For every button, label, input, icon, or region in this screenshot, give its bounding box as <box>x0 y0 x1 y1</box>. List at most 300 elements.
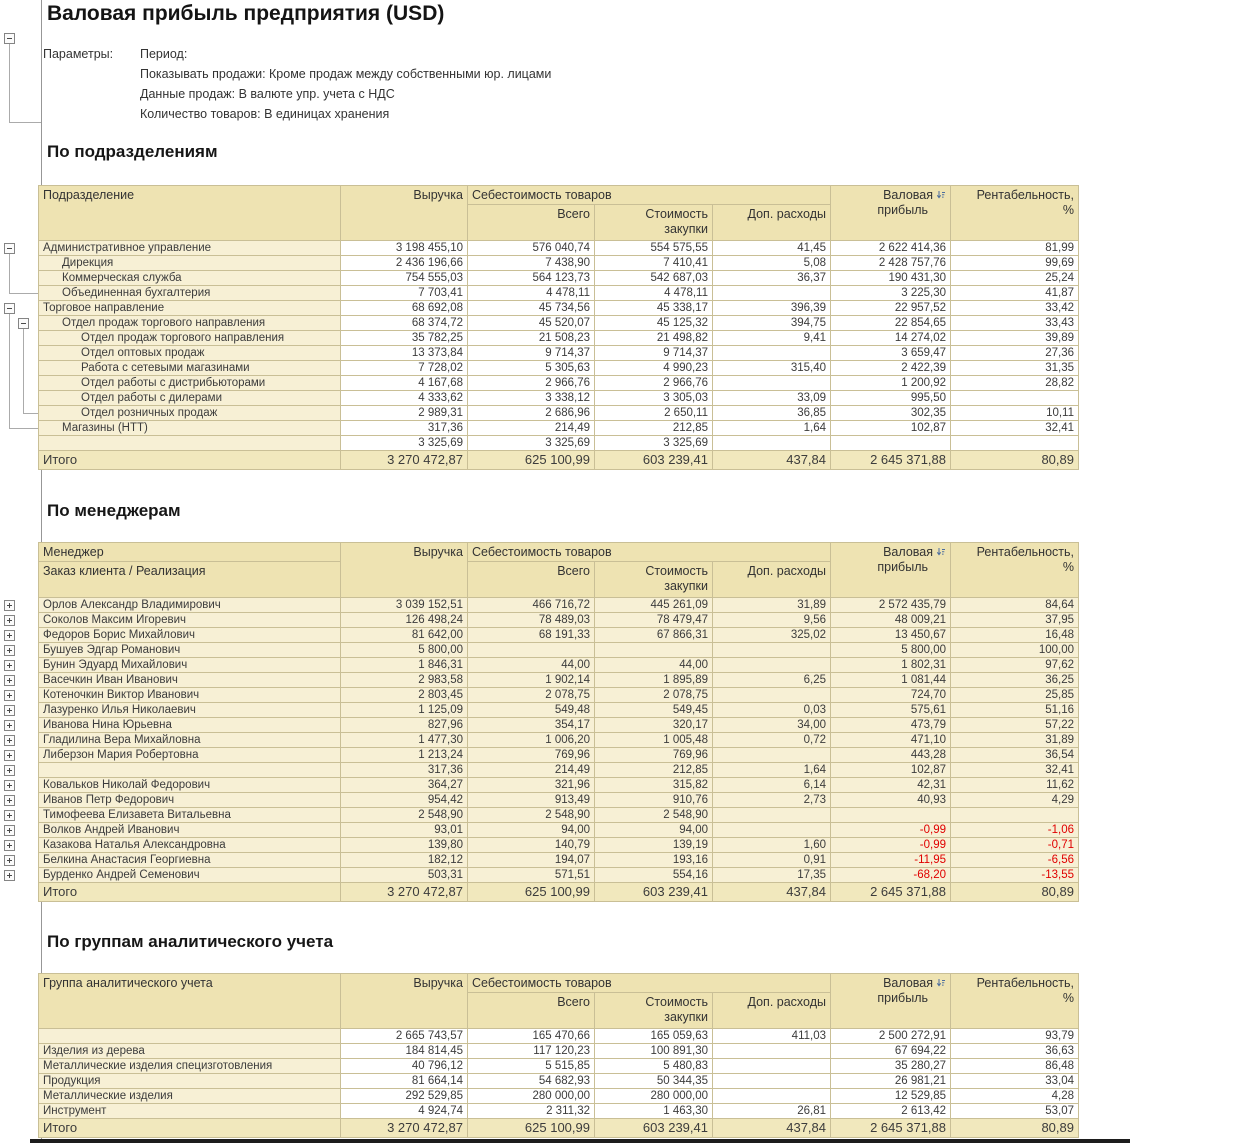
table-row <box>39 673 1079 688</box>
numeric-cell: 1 902,14 <box>468 673 595 688</box>
numeric-cell: 1,64 <box>713 763 831 778</box>
parameter-line-period: Период: <box>140 47 188 61</box>
column-header-cost-extra[interactable]: Доп. расходы <box>713 562 831 598</box>
numeric-cell: 3 225,30 <box>831 286 951 301</box>
row-name-cell: Бушуев Эдгар Романович <box>39 643 341 658</box>
report-title: Валовая прибыль предприятия (USD) <box>47 2 445 25</box>
table-row <box>39 1104 1079 1119</box>
column-header-cost-group[interactable]: Себестоимость товаров <box>468 543 831 562</box>
numeric-cell: 9 714,37 <box>468 346 595 361</box>
numeric-cell: 31,89 <box>951 733 1079 748</box>
numeric-cell: 2 989,31 <box>341 406 468 421</box>
numeric-cell: 2 422,39 <box>831 361 951 376</box>
numeric-cell: 31,35 <box>951 361 1079 376</box>
numeric-cell: 39,89 <box>951 331 1079 346</box>
numeric-cell: 9 714,37 <box>595 346 713 361</box>
gross-profit-header-text: Валовая <box>883 976 933 990</box>
numeric-cell: 36,63 <box>951 1044 1079 1059</box>
numeric-cell <box>713 1059 831 1074</box>
numeric-cell: 4,29 <box>951 793 1079 808</box>
numeric-cell: 280 000,00 <box>595 1089 713 1104</box>
numeric-cell: 102,87 <box>831 421 951 436</box>
numeric-cell: 2 548,90 <box>341 808 468 823</box>
table-row <box>39 421 1079 436</box>
numeric-cell: 44,00 <box>595 658 713 673</box>
numeric-cell: 2,73 <box>713 793 831 808</box>
numeric-cell: 3 325,69 <box>341 436 468 451</box>
column-header-revenue[interactable]: Выручка <box>341 974 468 1029</box>
column-header-cost-extra[interactable]: Доп. расходы <box>713 993 831 1029</box>
numeric-cell: 57,22 <box>951 718 1079 733</box>
total-numeric-cell: 625 100,99 <box>468 451 595 470</box>
numeric-cell: 33,43 <box>951 316 1079 331</box>
numeric-cell: 32,41 <box>951 763 1079 778</box>
numeric-cell <box>713 658 831 673</box>
numeric-cell: 3 305,03 <box>595 391 713 406</box>
numeric-cell: 212,85 <box>595 421 713 436</box>
row-name-cell: Казакова Наталья Александровна <box>39 838 341 853</box>
expand-control[interactable] <box>4 690 15 701</box>
row-name-cell: Котеночкин Виктор Иванович <box>39 688 341 703</box>
numeric-cell <box>951 391 1079 406</box>
numeric-cell: 2 966,76 <box>595 376 713 391</box>
numeric-cell: 2 650,11 <box>595 406 713 421</box>
numeric-cell: 5 800,00 <box>341 643 468 658</box>
numeric-cell: 292 529,85 <box>341 1089 468 1104</box>
column-header-group[interactable]: Группа аналитического учета <box>39 974 341 1029</box>
numeric-cell: 27,36 <box>951 346 1079 361</box>
numeric-cell: 99,69 <box>951 256 1079 271</box>
outline-line <box>9 44 10 122</box>
numeric-cell: 503,31 <box>341 868 468 883</box>
numeric-cell: 10,11 <box>951 406 1079 421</box>
numeric-cell: 724,70 <box>831 688 951 703</box>
numeric-cell: 190 431,30 <box>831 271 951 286</box>
section-heading-departments: По подразделениям <box>47 142 218 161</box>
numeric-cell: 0,03 <box>713 703 831 718</box>
row-name-cell: Орлов Александр Владимирович <box>39 598 341 613</box>
numeric-cell: 2 078,75 <box>595 688 713 703</box>
numeric-cell: 36,25 <box>951 673 1079 688</box>
gross-profit-header-line: прибыль <box>877 203 928 217</box>
row-name-cell: Васечкин Иван Иванович <box>39 673 341 688</box>
row-name-cell: Иванов Петр Федорович <box>39 793 341 808</box>
numeric-cell: 913,49 <box>468 793 595 808</box>
expand-control[interactable] <box>4 795 15 806</box>
numeric-cell: 81,99 <box>951 241 1079 256</box>
numeric-cell: 51,16 <box>951 703 1079 718</box>
numeric-cell: 40 796,12 <box>341 1059 468 1074</box>
expand-control[interactable] <box>4 720 15 731</box>
expand-control[interactable] <box>4 825 15 836</box>
numeric-cell: 1 463,30 <box>595 1104 713 1119</box>
numeric-cell: 182,12 <box>341 853 468 868</box>
numeric-cell: 321,96 <box>468 778 595 793</box>
numeric-cell: 1 125,09 <box>341 703 468 718</box>
row-name-cell: Волков Андрей Иванович <box>39 823 341 838</box>
numeric-cell: 827,96 <box>341 718 468 733</box>
numeric-cell <box>713 643 831 658</box>
gross-profit-header-text: Валовая <box>883 188 933 202</box>
numeric-cell: 3 039 152,51 <box>341 598 468 613</box>
numeric-cell: 40,93 <box>831 793 951 808</box>
margin-header-line: % <box>1062 560 1074 574</box>
total-label: Итого <box>39 1119 341 1138</box>
column-header-cost-group[interactable]: Себестоимость товаров <box>468 974 831 993</box>
numeric-cell: 13 373,84 <box>341 346 468 361</box>
numeric-cell: 102,87 <box>831 763 951 778</box>
collapse-control[interactable] <box>4 33 15 44</box>
total-numeric-cell: 2 645 371,88 <box>831 451 951 470</box>
numeric-cell: -0,99 <box>831 823 951 838</box>
numeric-cell: 28,82 <box>951 376 1079 391</box>
numeric-cell: 34,00 <box>713 718 831 733</box>
table-row <box>39 658 1079 673</box>
collapse-control[interactable] <box>4 243 15 254</box>
row-name-cell <box>39 436 341 451</box>
numeric-cell: 4 478,11 <box>595 286 713 301</box>
numeric-cell: 1,64 <box>713 421 831 436</box>
numeric-cell: 6,14 <box>713 778 831 793</box>
column-header-cost-purchase[interactable]: Стоимость закупки <box>595 562 713 598</box>
numeric-cell: 910,76 <box>595 793 713 808</box>
numeric-cell: 12 529,85 <box>831 1089 951 1104</box>
numeric-cell: 78 489,03 <box>468 613 595 628</box>
column-header-group[interactable]: Подразделение <box>39 186 341 241</box>
numeric-cell: 26 981,21 <box>831 1074 951 1089</box>
numeric-cell: 473,79 <box>831 718 951 733</box>
table-row <box>39 316 1079 331</box>
expand-control[interactable] <box>4 645 15 656</box>
gross-profit-header-line <box>835 188 946 203</box>
numeric-cell: 1 005,48 <box>595 733 713 748</box>
table-row <box>39 628 1079 643</box>
numeric-cell: 36,54 <box>951 748 1079 763</box>
gross-profit-header-line <box>835 545 946 560</box>
gross-profit-header-text: Валовая <box>883 545 933 559</box>
managers-table <box>38 542 1079 902</box>
numeric-cell: 184 814,45 <box>341 1044 468 1059</box>
numeric-cell: 995,50 <box>831 391 951 406</box>
numeric-cell: 2 613,42 <box>831 1104 951 1119</box>
total-numeric-cell: 80,89 <box>951 883 1079 902</box>
numeric-cell: 3 325,69 <box>595 436 713 451</box>
numeric-cell: 36,85 <box>713 406 831 421</box>
expand-control[interactable] <box>4 630 15 641</box>
row-name-cell: Коммерческая служба <box>39 271 341 286</box>
collapse-control[interactable] <box>4 303 15 314</box>
margin-header-line: Рентабельность, <box>976 545 1074 559</box>
table-row <box>39 241 1079 256</box>
numeric-cell: 32,41 <box>951 421 1079 436</box>
column-header-cost-purchase[interactable]: Стоимость закупки <box>595 205 713 241</box>
numeric-cell: 13 450,67 <box>831 628 951 643</box>
numeric-cell: 302,35 <box>831 406 951 421</box>
total-numeric-cell: 625 100,99 <box>468 883 595 902</box>
numeric-cell: 325,02 <box>713 628 831 643</box>
table-row <box>39 1089 1079 1104</box>
numeric-cell: 2 803,45 <box>341 688 468 703</box>
numeric-cell <box>713 1044 831 1059</box>
numeric-cell <box>713 688 831 703</box>
table-row <box>39 748 1079 763</box>
numeric-cell: 549,45 <box>595 703 713 718</box>
row-name-cell: Бунин Эдуард Михайлович <box>39 658 341 673</box>
numeric-cell: 411,03 <box>713 1029 831 1044</box>
expand-control[interactable] <box>4 675 15 686</box>
total-numeric-cell: 625 100,99 <box>468 1119 595 1138</box>
margin-header-line: Рентабельность, <box>976 188 1074 202</box>
numeric-cell: 93,01 <box>341 823 468 838</box>
table-row <box>39 406 1079 421</box>
row-name-cell: Отдел оптовых продаж <box>39 346 341 361</box>
numeric-cell: 280 000,00 <box>468 1089 595 1104</box>
total-row <box>39 451 1079 470</box>
column-header-gross-profit[interactable] <box>831 186 951 241</box>
table-row <box>39 361 1079 376</box>
numeric-cell: 769,96 <box>468 748 595 763</box>
row-name-cell <box>39 763 341 778</box>
column-header-cost-purchase[interactable]: Стоимость закупки <box>595 993 713 1029</box>
numeric-cell: 364,27 <box>341 778 468 793</box>
numeric-cell: 35 782,25 <box>341 331 468 346</box>
numeric-cell: 1 477,30 <box>341 733 468 748</box>
numeric-cell: 37,95 <box>951 613 1079 628</box>
total-numeric-cell: 2 645 371,88 <box>831 883 951 902</box>
expand-control[interactable] <box>4 840 15 851</box>
numeric-cell: 33,09 <box>713 391 831 406</box>
column-header-cost-total[interactable]: Всего <box>468 562 595 598</box>
numeric-cell: 36,37 <box>713 271 831 286</box>
row-name-cell: Металлические изделия <box>39 1089 341 1104</box>
total-numeric-cell: 603 239,41 <box>595 883 713 902</box>
numeric-cell: 394,75 <box>713 316 831 331</box>
table-row <box>39 808 1079 823</box>
gross-profit-header-line: прибыль <box>877 560 928 574</box>
numeric-cell: 3 659,47 <box>831 346 951 361</box>
numeric-cell: 2 311,32 <box>468 1104 595 1119</box>
outline-line <box>23 329 24 413</box>
numeric-cell <box>951 808 1079 823</box>
row-name-cell: Федоров Борис Михайлович <box>39 628 341 643</box>
numeric-cell: -6,56 <box>951 853 1079 868</box>
numeric-cell: 139,19 <box>595 838 713 853</box>
numeric-cell: 45 125,32 <box>595 316 713 331</box>
numeric-cell: 320,17 <box>595 718 713 733</box>
column-header-gross-profit[interactable] <box>831 974 951 1029</box>
total-numeric-cell: 2 645 371,88 <box>831 1119 951 1138</box>
column-header-margin[interactable] <box>951 974 1079 1029</box>
numeric-cell: 45 520,07 <box>468 316 595 331</box>
expand-control[interactable] <box>4 855 15 866</box>
numeric-cell: 100,00 <box>951 643 1079 658</box>
expand-control[interactable] <box>4 735 15 746</box>
numeric-cell: 754 555,03 <box>341 271 468 286</box>
numeric-cell: 1 081,44 <box>831 673 951 688</box>
numeric-cell: -13,55 <box>951 868 1079 883</box>
numeric-cell: 81 664,14 <box>341 1074 468 1089</box>
column-header-margin[interactable] <box>951 543 1079 598</box>
numeric-cell: 2 548,90 <box>595 808 713 823</box>
numeric-cell: 26,81 <box>713 1104 831 1119</box>
numeric-cell: 0,72 <box>713 733 831 748</box>
numeric-cell: 954,42 <box>341 793 468 808</box>
numeric-cell: -0,71 <box>951 838 1079 853</box>
numeric-cell: 7 438,90 <box>468 256 595 271</box>
parameter-line-quantity: Количество товаров: В единицах хранения <box>140 107 390 121</box>
numeric-cell: 7 410,41 <box>595 256 713 271</box>
numeric-cell: 1,60 <box>713 838 831 853</box>
numeric-cell: 769,96 <box>595 748 713 763</box>
row-name-cell: Тимофеева Елизавета Витальевна <box>39 808 341 823</box>
outline-line <box>9 314 10 428</box>
numeric-cell: 571,51 <box>468 868 595 883</box>
numeric-cell: 576 040,74 <box>468 241 595 256</box>
outline-line <box>23 413 38 414</box>
numeric-cell: 9,41 <box>713 331 831 346</box>
column-header-revenue[interactable]: Выручка <box>341 186 468 241</box>
column-header-cost-total[interactable]: Всего <box>468 993 595 1029</box>
outline-line <box>9 122 41 123</box>
numeric-cell: 354,17 <box>468 718 595 733</box>
column-header-cost-group[interactable]: Себестоимость товаров <box>468 186 831 205</box>
table-row <box>39 436 1079 451</box>
expand-control[interactable] <box>4 705 15 716</box>
expand-control[interactable] <box>4 765 15 776</box>
numeric-cell <box>713 1089 831 1104</box>
numeric-cell: 25,85 <box>951 688 1079 703</box>
numeric-cell: 84,64 <box>951 598 1079 613</box>
column-header-order-realization[interactable]: Заказ клиента / Реализация <box>39 562 341 598</box>
numeric-cell: 165 470,66 <box>468 1029 595 1044</box>
column-header-gross-profit[interactable] <box>831 543 951 598</box>
total-numeric-cell: 3 270 472,87 <box>341 883 468 902</box>
table-row <box>39 793 1079 808</box>
numeric-cell <box>713 376 831 391</box>
margin-header-line: % <box>1062 991 1074 1005</box>
expand-control[interactable] <box>4 780 15 791</box>
table-row <box>39 1044 1079 1059</box>
numeric-cell: 140,79 <box>468 838 595 853</box>
gross-profit-header-line: прибыль <box>877 991 928 1005</box>
table-row <box>39 376 1079 391</box>
table-row <box>39 868 1079 883</box>
expand-control[interactable] <box>4 600 15 611</box>
departments-table <box>38 185 1079 470</box>
column-header-cost-extra[interactable]: Доп. расходы <box>713 205 831 241</box>
table-row <box>39 331 1079 346</box>
row-name-cell: Продукция <box>39 1074 341 1089</box>
numeric-cell: 93,79 <box>951 1029 1079 1044</box>
column-header-revenue[interactable]: Выручка <box>341 543 468 598</box>
numeric-cell: 2 572 435,79 <box>831 598 951 613</box>
numeric-cell: 396,39 <box>713 301 831 316</box>
numeric-cell: 7 703,41 <box>341 286 468 301</box>
table-row <box>39 643 1079 658</box>
column-header-group[interactable]: Менеджер <box>39 543 341 562</box>
table-row <box>39 718 1079 733</box>
numeric-cell: 212,85 <box>595 763 713 778</box>
numeric-cell: 33,04 <box>951 1074 1079 1089</box>
numeric-cell: 9,56 <box>713 613 831 628</box>
total-numeric-cell: 80,89 <box>951 451 1079 470</box>
parameters-values <box>140 44 551 124</box>
expand-control[interactable] <box>4 870 15 881</box>
numeric-cell <box>713 748 831 763</box>
numeric-cell: 25,24 <box>951 271 1079 286</box>
column-header-cost-total[interactable]: Всего <box>468 205 595 241</box>
numeric-cell: -0,99 <box>831 838 951 853</box>
numeric-cell: 3 198 455,10 <box>341 241 468 256</box>
row-name-cell: Белкина Анастасия Георгиевна <box>39 853 341 868</box>
numeric-cell: 67 694,22 <box>831 1044 951 1059</box>
numeric-cell: 100 891,30 <box>595 1044 713 1059</box>
numeric-cell: 68 374,72 <box>341 316 468 331</box>
numeric-cell: 214,49 <box>468 763 595 778</box>
expand-control[interactable] <box>4 615 15 626</box>
table-row <box>39 598 1079 613</box>
numeric-cell: 22 854,65 <box>831 316 951 331</box>
analytic-groups-table <box>38 973 1079 1138</box>
total-numeric-cell: 437,84 <box>713 451 831 470</box>
expand-control[interactable] <box>4 750 15 761</box>
expand-control[interactable] <box>4 810 15 821</box>
numeric-cell: 1 200,92 <box>831 376 951 391</box>
numeric-cell: 50 344,35 <box>595 1074 713 1089</box>
row-name-cell: Отдел розничных продаж <box>39 406 341 421</box>
numeric-cell: 44,00 <box>468 658 595 673</box>
numeric-cell: 5,08 <box>713 256 831 271</box>
numeric-cell: 4 478,11 <box>468 286 595 301</box>
parameter-line-sales-data: Данные продаж: В валюте упр. учета с НДС <box>140 87 395 101</box>
numeric-cell: 1 895,89 <box>595 673 713 688</box>
numeric-cell: 2 078,75 <box>468 688 595 703</box>
table-row <box>39 271 1079 286</box>
table-row <box>39 391 1079 406</box>
numeric-cell: 45 338,17 <box>595 301 713 316</box>
numeric-cell: 78 479,47 <box>595 613 713 628</box>
numeric-cell: 471,10 <box>831 733 951 748</box>
expand-control[interactable] <box>4 660 15 671</box>
margin-header-line: Рентабельность, <box>976 976 1074 990</box>
numeric-cell: 31,89 <box>713 598 831 613</box>
numeric-cell <box>713 346 831 361</box>
row-name-cell: Отдел работы с дилерами <box>39 391 341 406</box>
row-name-cell: Гладилина Вера Михайловна <box>39 733 341 748</box>
numeric-cell: 97,62 <box>951 658 1079 673</box>
column-header-margin[interactable] <box>951 186 1079 241</box>
numeric-cell: 7 728,02 <box>341 361 468 376</box>
row-name-cell: Иванова Нина Юрьевна <box>39 718 341 733</box>
numeric-cell: 554,16 <box>595 868 713 883</box>
row-name-cell: Инструмент <box>39 1104 341 1119</box>
total-row <box>39 883 1079 902</box>
collapse-control[interactable] <box>18 318 29 329</box>
numeric-cell: 3 325,69 <box>468 436 595 451</box>
total-numeric-cell: 80,89 <box>951 1119 1079 1138</box>
numeric-cell: 21 508,23 <box>468 331 595 346</box>
numeric-cell: 315,82 <box>595 778 713 793</box>
numeric-cell: 2 983,58 <box>341 673 468 688</box>
table-row <box>39 613 1079 628</box>
row-name-cell: Ковальков Николай Федорович <box>39 778 341 793</box>
numeric-cell: 193,16 <box>595 853 713 868</box>
numeric-cell: 2 428 757,76 <box>831 256 951 271</box>
row-name-cell: Объединенная бухгалтерия <box>39 286 341 301</box>
numeric-cell: 35 280,27 <box>831 1059 951 1074</box>
numeric-cell: 5 800,00 <box>831 643 951 658</box>
numeric-cell: 1 846,31 <box>341 658 468 673</box>
